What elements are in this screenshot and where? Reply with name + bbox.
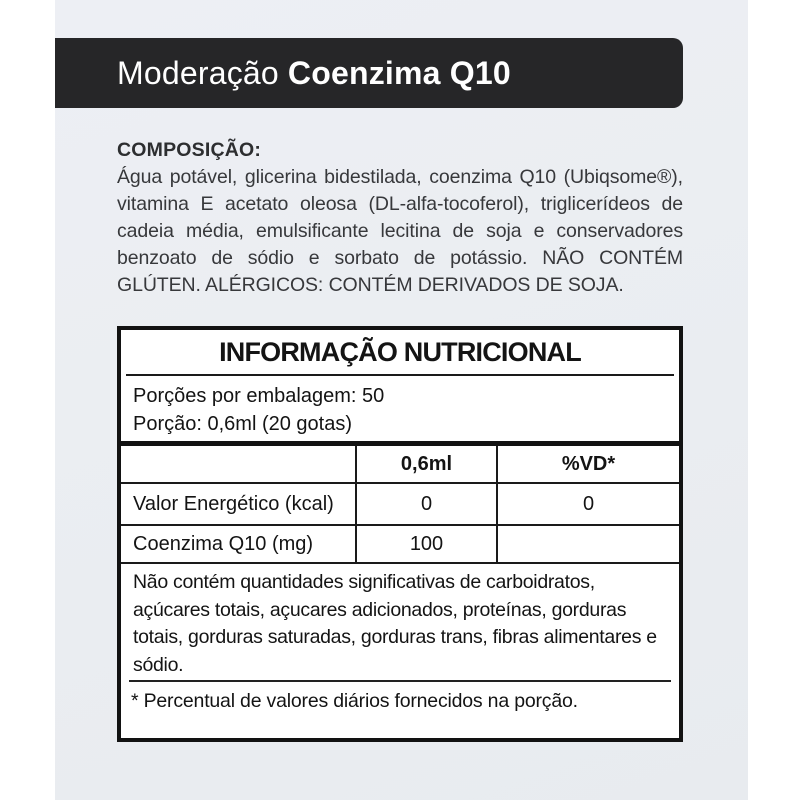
product-title-banner	[55, 38, 683, 108]
nutrition-table-title: INFORMAÇÃO NUTRICIONAL	[126, 330, 674, 376]
brand-name: Moderação	[117, 54, 279, 91]
nutrient-row-label: Coenzima Q10 (mg)	[121, 526, 357, 564]
nutrient-row-amount: 0	[357, 484, 498, 526]
product-name: Coenzima Q10	[287, 54, 511, 91]
composition-heading: COMPOSIÇÃO:	[117, 139, 262, 161]
nutrient-row-daily-value	[498, 526, 679, 564]
servings-per-package: Porções por embalagem: 50	[133, 385, 385, 407]
column-header-daily-value: %VD*	[498, 446, 679, 484]
column-header-blank	[121, 446, 357, 484]
servings-info	[121, 376, 679, 446]
nutrient-row-label: Valor Energético (kcal)	[121, 484, 357, 526]
insignificant-amounts-note: Não contém quantidades significativas de carboidratos, açúcares totais, açucares adicionados, proteínas, gorduras totais, gorduras saturadas, gorduras trans, fibras alimentares e sódio.	[133, 571, 657, 676]
serving-size: Porção: 0,6ml (20 gotas)	[133, 413, 352, 435]
composition-section	[117, 137, 683, 299]
nutrition-facts-table	[117, 326, 683, 742]
nutrient-row-amount: 100	[357, 526, 498, 564]
nutrient-row-daily-value: 0	[498, 484, 679, 526]
composition-body-text: Água potável, glicerina bidestilada, coenzima Q10 (Ubiqsome®), vitamina E acetato oleosa (DL-alfa-tocoferol), triglicerídeos de cadeia média, emulsificante lecitina de soja e conservadores benzoato de sódio e sorbato de potássio. NÃO CONTÉM GLÚTEN. ALÉRGICOS: CONTÉM DERIVADOS DE SOJA.	[117, 166, 683, 296]
column-header-amount: 0,6ml	[357, 446, 498, 484]
nutrition-grid	[121, 446, 679, 564]
daily-value-footnote: * Percentual de valores diários fornecidos na porção.	[131, 690, 578, 712]
